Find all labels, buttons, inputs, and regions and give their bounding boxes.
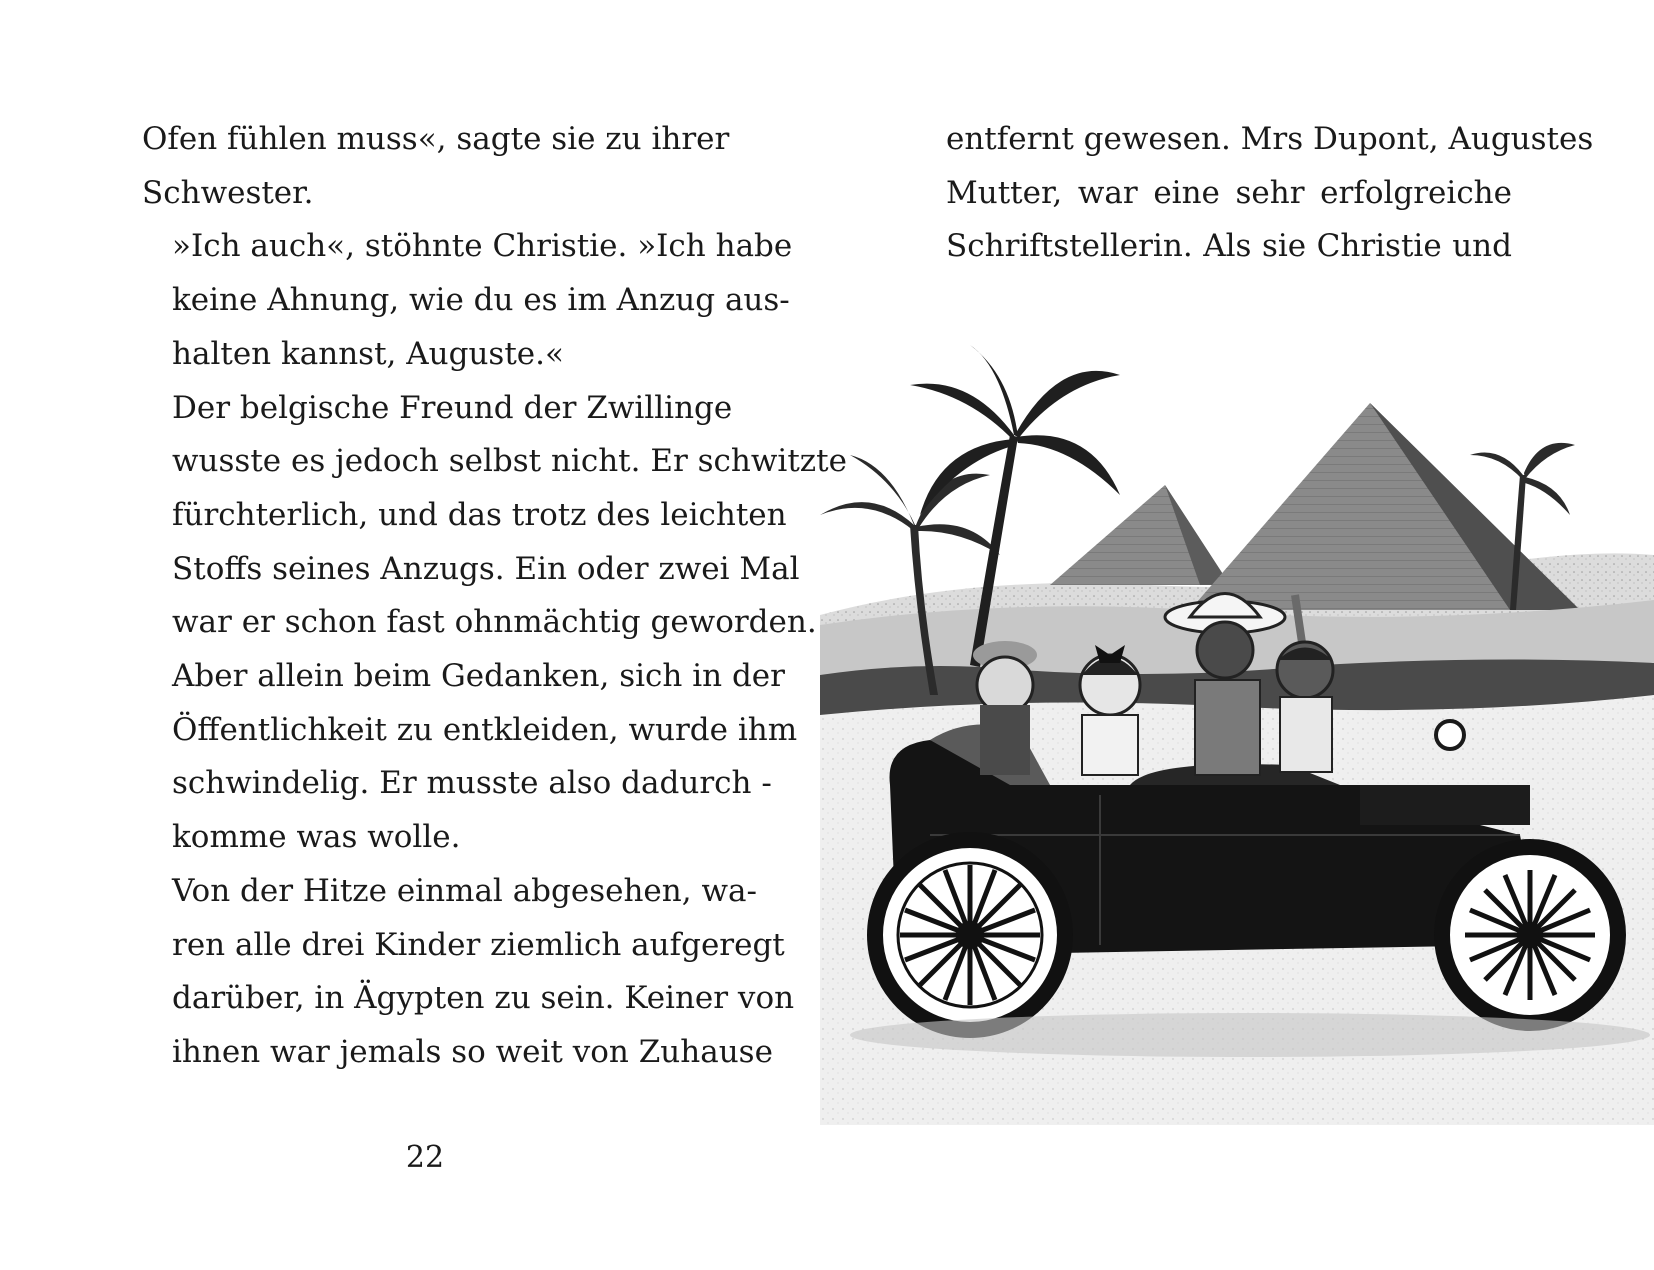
text-line: halten kannst, Auguste.« — [172, 335, 564, 372]
illustration-car-pyramids — [820, 345, 1654, 1125]
text-line: Stoffs seines Anzugs. Ein oder zwei Mal — [172, 550, 800, 587]
text-line: schwindelig. Er musste also dadurch - — [172, 765, 772, 802]
text-line: wusste es jedoch selbst nicht. Er schwitzte — [172, 443, 847, 480]
text-line: Schwester. — [142, 174, 314, 211]
text-line: ihnen war jemals so weit von Zuhause — [172, 1033, 773, 1070]
text-line: Ofen fühlen muss«, sagte sie zu ihrer — [142, 121, 730, 157]
paragraph-3 — [142, 382, 847, 865]
text-line: Öffentlichkeit zu entkleiden, wurde ihm — [172, 711, 798, 748]
text-line: Aber allein beim Gedanken, sich in der — [172, 658, 785, 695]
text-line: »Ich auch«, stöhnte Christie. »Ich habe — [172, 228, 793, 265]
text-line: Mutter, war eine sehr erfolgreiche — [946, 174, 1512, 211]
paragraph-4 — [142, 865, 795, 1080]
text-line: Der belgische Freund der Zwillinge — [172, 389, 733, 426]
text-line: ren alle drei Kinder ziemlich aufgeregt — [172, 926, 785, 963]
text-line: war er schon fast ohnmächtig geworden. — [172, 604, 817, 641]
left-page-text — [142, 113, 847, 1080]
paragraph-1 — [142, 113, 730, 220]
wheel-rear — [875, 840, 1065, 1030]
pyramid-small — [1050, 485, 1230, 585]
paragraph-2 — [142, 220, 793, 381]
text-line: entfernt gewesen. Mrs Dupont, Augustes — [946, 121, 1594, 157]
passenger-boy-helmet — [973, 641, 1037, 775]
passenger-boy-driver — [1277, 642, 1333, 772]
text-line: fürchterlich, und das trotz des leichten — [172, 496, 787, 533]
text-line: komme was wolle. — [172, 819, 461, 856]
wheel-front — [1442, 847, 1618, 1023]
text-line: darüber, in Ägypten zu sein. Keiner von — [172, 980, 795, 1017]
page-number: 22 — [405, 1140, 445, 1175]
text-line: Schriftstellerin. Als sie Christie und — [946, 228, 1512, 265]
text-line: keine Ahnung, wie du es im Anzug aus- — [172, 282, 790, 319]
text-line: Von der Hitze einmal abgesehen, wa- — [172, 872, 757, 909]
right-page-text — [946, 113, 1594, 274]
